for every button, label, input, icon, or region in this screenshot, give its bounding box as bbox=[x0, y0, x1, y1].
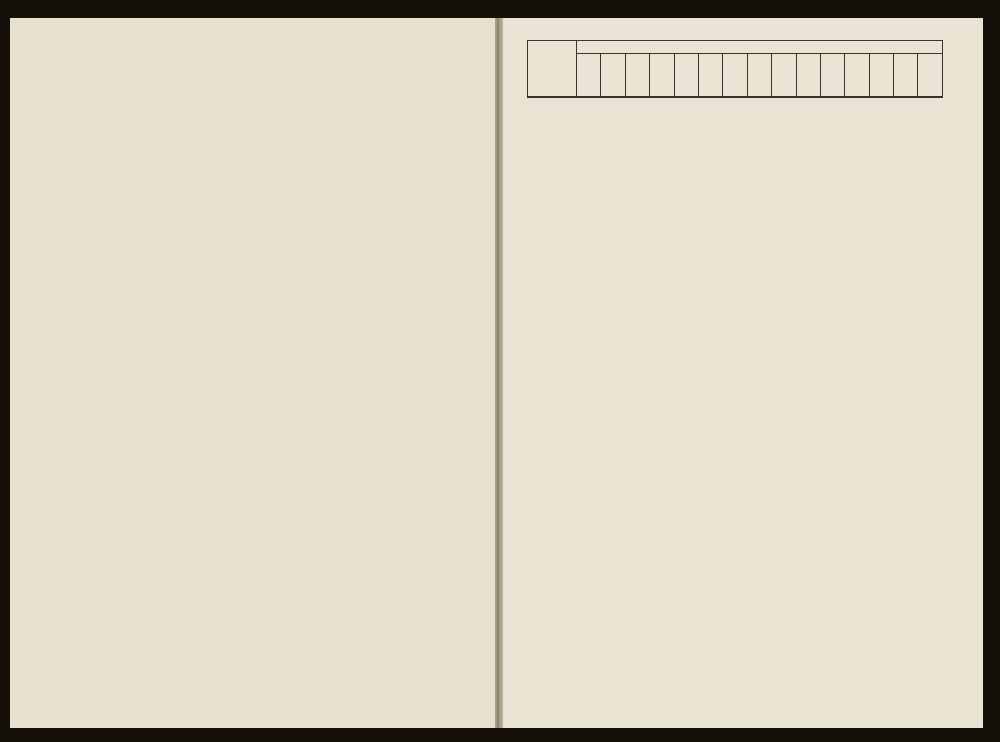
table-cell bbox=[772, 97, 796, 98]
table-row bbox=[528, 97, 943, 98]
month-header bbox=[601, 54, 625, 97]
month-header bbox=[747, 54, 771, 97]
station-name bbox=[528, 97, 577, 98]
wetting-depth-table bbox=[527, 40, 943, 98]
table-cell bbox=[894, 97, 918, 98]
table-cell bbox=[601, 97, 625, 98]
month-header bbox=[869, 54, 893, 97]
table-cell bbox=[845, 97, 869, 98]
station-column-header bbox=[528, 41, 577, 97]
right-page bbox=[503, 18, 983, 728]
table-cell bbox=[577, 97, 601, 98]
table-cell bbox=[918, 97, 943, 98]
month-header bbox=[674, 54, 698, 97]
month-header bbox=[820, 54, 844, 97]
month-header-row bbox=[528, 54, 943, 97]
left-page bbox=[10, 18, 495, 728]
table-cell bbox=[625, 97, 649, 98]
table-body bbox=[528, 97, 943, 98]
months-group-header bbox=[577, 41, 943, 54]
table-cell bbox=[796, 97, 820, 98]
month-header bbox=[625, 54, 649, 97]
month-header bbox=[894, 54, 918, 97]
month-header bbox=[772, 54, 796, 97]
month-header bbox=[918, 54, 943, 97]
month-header bbox=[577, 54, 601, 97]
table-cell bbox=[674, 97, 698, 98]
table-cell bbox=[747, 97, 771, 98]
month-header bbox=[723, 54, 747, 97]
month-header bbox=[650, 54, 674, 97]
month-header bbox=[698, 54, 722, 97]
table-cell bbox=[820, 97, 844, 98]
table-cell bbox=[723, 97, 747, 98]
table-cell bbox=[698, 97, 722, 98]
table-header-row bbox=[528, 41, 943, 54]
table-cell bbox=[650, 97, 674, 98]
month-header bbox=[796, 54, 820, 97]
table-cell bbox=[869, 97, 893, 98]
month-header bbox=[845, 54, 869, 97]
